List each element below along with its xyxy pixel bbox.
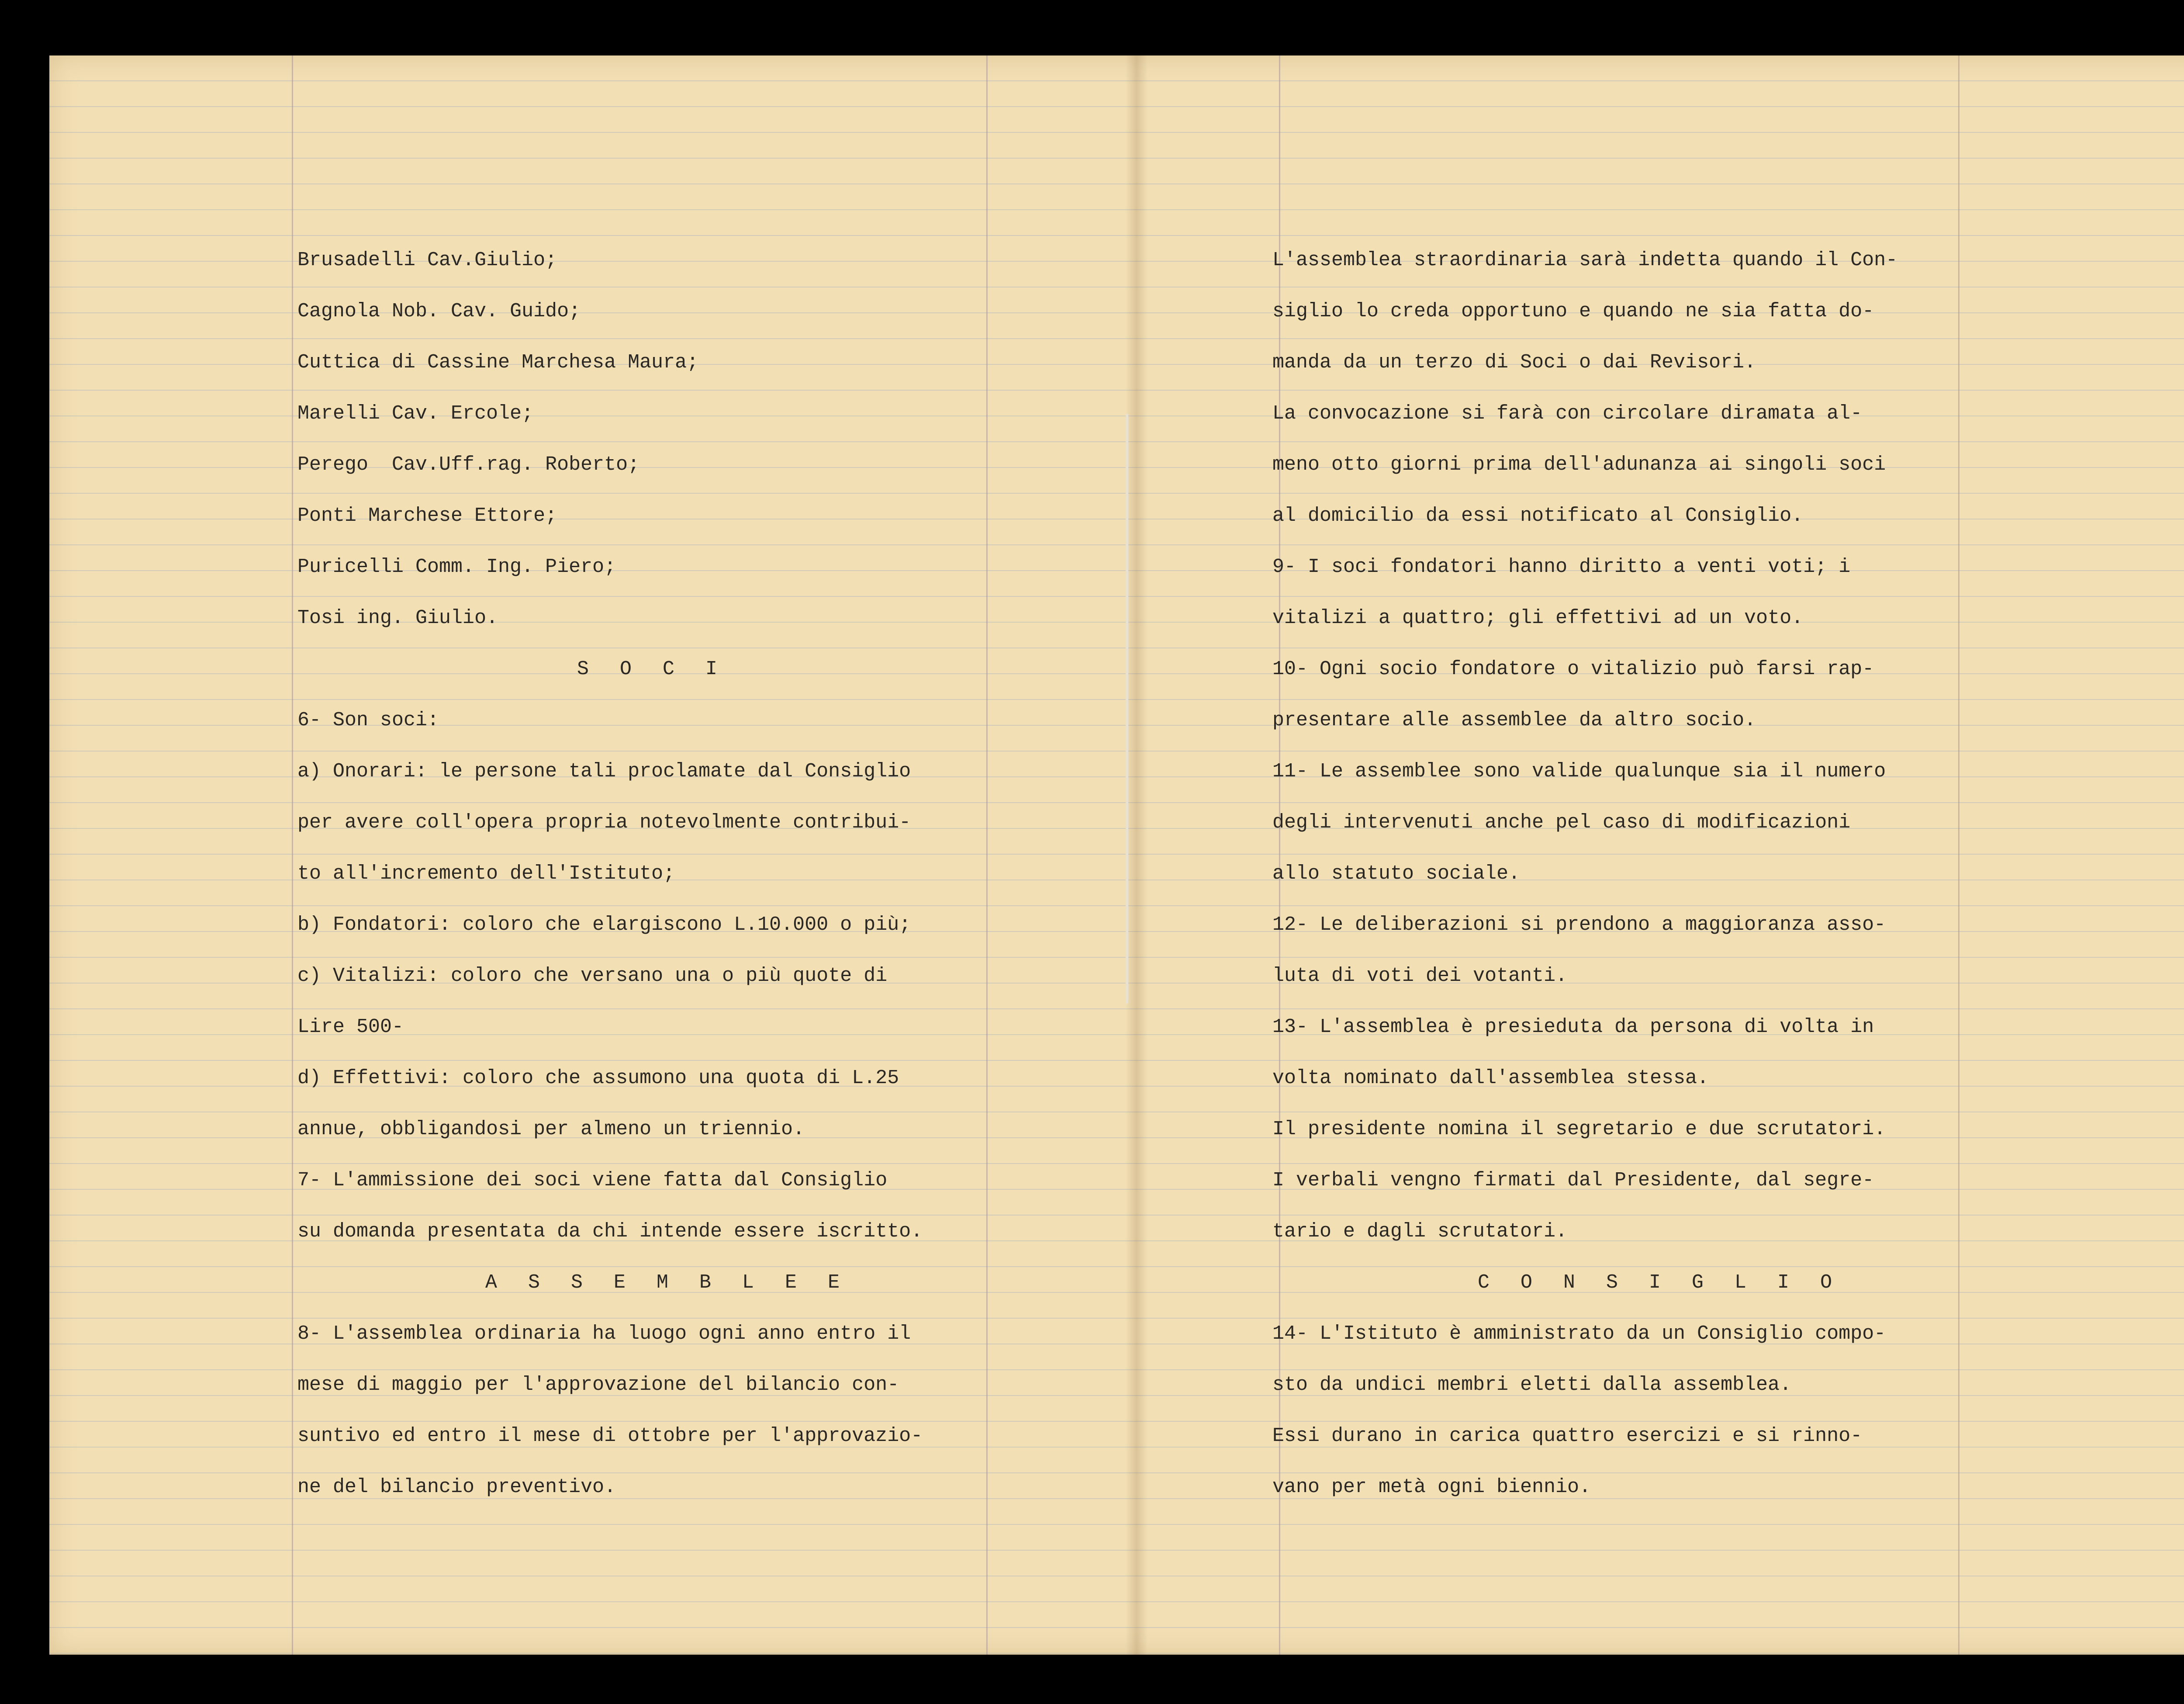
text-line: d) Effettivi: coloro che assumono una quota di L.25 [297,1067,899,1089]
text-line: Cagnola Nob. Cav. Guido; [297,300,581,322]
text-line: 11- Le assemblee sono valide qualunque sia il numero [1272,760,1886,783]
left-page [297,55,923,1498]
text-line: ne del bilancio preventivo. [297,1476,616,1498]
section-heading-assemblee: A S S E M B L E E [485,1271,850,1294]
text-line: 9- I soci fondatori hanno diritto a venti voti; i [1272,556,1851,578]
text-line: allo statuto sociale. [1272,862,1521,885]
right-page [1272,55,1898,1498]
text-line: sto da undici membri eletti dalla assemblea. [1272,1374,1792,1396]
text-line: manda da un terzo di Soci o dai Revisori. [1272,351,1756,374]
text-line: I verbali vengno firmati dal Presidente, dal segre- [1272,1169,1874,1191]
text-line: meno otto giorni prima dell'adunanza ai singoli soci [1272,454,1886,476]
text-line: 13- L'assemblea è presieduta da persona di volta in [1272,1016,1874,1038]
text-line: vano per metà ogni biennio. [1272,1476,1591,1498]
text-line: annue, obbligandosi per almeno un triennio. [297,1118,805,1140]
text-line: Lire 500- [297,1016,404,1038]
text-line: b) Fondatori: coloro che elargiscono L.10.000 o più; [297,914,911,936]
text-line: Tosi ing. Giulio. [297,607,498,629]
section-heading-consiglio: C O N S I G L I O [1478,1271,1842,1294]
text-line: Brusadelli Cav.Giulio; [297,249,557,271]
text-line: to all'incremento dell'Istituto; [297,862,675,885]
text-line: Marelli Cav. Ercole; [297,402,534,425]
text-line: al domicilio da essi notificato al Consiglio. [1272,505,1804,527]
text-line: luta di voti dei votanti. [1272,965,1568,987]
text-line: suntivo ed entro il mese di ottobre per l'approvazio- [297,1425,923,1447]
text-line: Puricelli Comm. Ing. Piero; [297,556,616,578]
text-line: 8- L'assemblea ordinaria ha luogo ogni anno entro il [297,1323,911,1345]
binding-thread [1126,414,1128,1004]
text-line: presentare alle assemblee da altro socio. [1272,709,1756,731]
section-heading-soci: S O C I [577,658,727,680]
text-line: mese di maggio per l'approvazione del bilancio con- [297,1374,899,1396]
text-line: degli intervenuti anche pel caso di modificazioni [1272,811,1851,834]
text-line: 12- Le deliberazioni si prendono a maggioranza asso- [1272,914,1886,936]
text-line: per avere coll'opera propria notevolmente contribui- [297,811,911,834]
text-line: vitalizi a quattro; gli effettivi ad un voto. [1272,607,1804,629]
text-line: Cuttica di Cassine Marchesa Maura; [297,351,699,374]
text-line: Perego Cav.Uff.rag. Roberto; [297,454,640,476]
text-line: tario e dagli scrutatori. [1272,1220,1568,1243]
text-line: L'assemblea straordinaria sarà indetta quando il Con- [1272,249,1898,271]
text-line: volta nominato dall'assemblea stessa. [1272,1067,1709,1089]
text-line: 10- Ogni socio fondatore o vitalizio può farsi rap- [1272,658,1874,680]
text-line: Il presidente nomina il segretario e due scrutatori. [1272,1118,1886,1140]
center-fold [1126,55,1147,1655]
text-line: La convocazione si farà con circolare diramata al- [1272,402,1863,425]
text-line: 7- L'ammissione dei soci viene fatta dal Consiglio [297,1169,888,1191]
margin-line [292,55,293,1655]
text-line: su domanda presentata da chi intende essere iscritto. [297,1220,923,1243]
text-line: a) Onorari: le persone tali proclamate dal Consiglio [297,760,911,783]
margin-line [1958,55,1959,1655]
text-line: Ponti Marchese Ettore; [297,505,557,527]
document-sheet [49,55,2184,1655]
text-line: Essi durano in carica quattro esercizi e si rinno- [1272,1425,1863,1447]
text-line: siglio lo creda opportuno e quando ne sia fatta do- [1272,300,1874,322]
text-line: c) Vitalizi: coloro che versano una o più quote di [297,965,888,987]
margin-line [986,55,988,1655]
text-line: 14- L'Istituto è amministrato da un Consiglio compo- [1272,1323,1886,1345]
text-line: 6- Son soci: [297,709,439,731]
